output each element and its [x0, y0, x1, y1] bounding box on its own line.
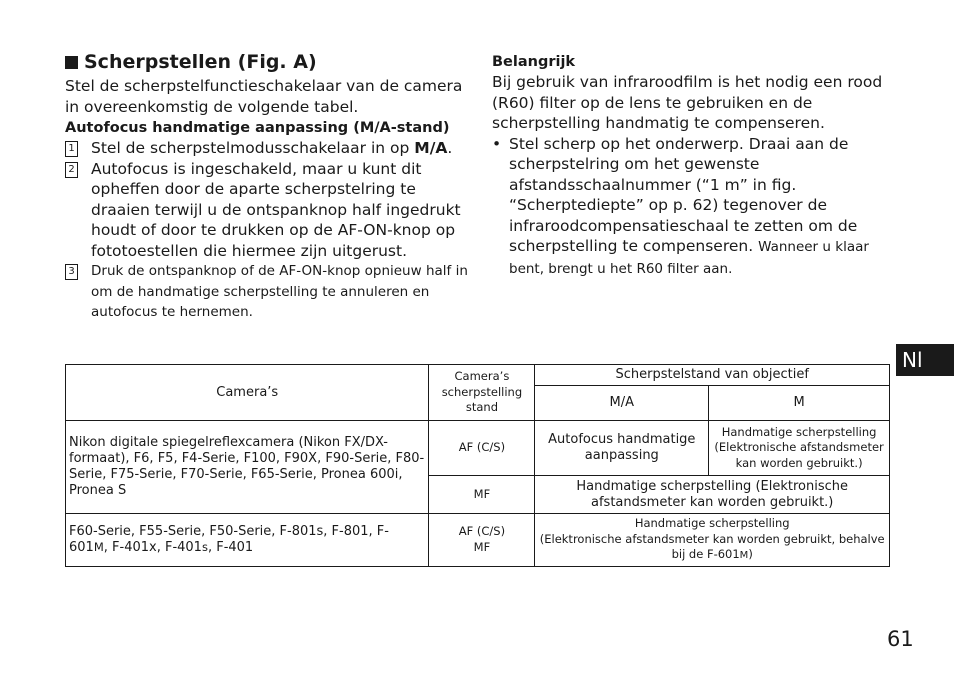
important-bullet: [492, 134, 892, 280]
table-header-row: [66, 365, 890, 386]
both-text: Handmatige scherpstelling: [634, 516, 790, 530]
bullet-dot-icon: •: [492, 134, 502, 153]
bullet-small-text: Wanneer u klaar bent, brengt u het R60 filter aan.: [509, 239, 869, 277]
step-text-part: Stel de scherpstelmodusschakelaar in op: [91, 139, 415, 157]
bullet-text: [509, 134, 892, 280]
step-text: [91, 138, 470, 159]
step-bold-value: M/A: [414, 139, 448, 157]
subheading: Autofocus handmatige aanpassing (M/A-stand): [65, 120, 450, 136]
mode-cell: MF: [429, 476, 535, 514]
step-text: Druk de ontspanknop of de AF-ON-knop opnieuw half in om de handmatige scherpstelling te annuleren en autofocus te hernemen.: [91, 263, 468, 320]
both-text: (Elektronische afstandsmeter kan worden gebruikt, behalve bij de F-601: [539, 531, 885, 561]
ma-cell: Autofocus handmatige aanpassing: [535, 421, 709, 476]
focus-mode-table: [65, 364, 890, 567]
both-text: ): [748, 547, 753, 561]
bullet-main-text: Stel scherp op het onderwerp. Draai aan de scherpstelring om het gewenste afstandsschaalnummer (“1 m” in fig. “Scherptediepte” op p. 62) tegenover de infraroodcompensatieschaal te zetten om de scherpstelling te compenseren.: [509, 134, 858, 255]
language-tab: Nl: [896, 344, 954, 376]
cameras-small: s: [201, 539, 208, 554]
mode-cell: [429, 514, 535, 567]
step-number: 2: [65, 162, 78, 178]
header-cameras: Camera’s: [66, 365, 429, 421]
important-text: Bij gebruik van infraroodfilm is het nodig een rood (R60) filter op de lens te gebruiken en de scherpstelling handmatig te compenseren.: [492, 73, 883, 132]
mode-af: AF (C/S): [458, 524, 506, 539]
cameras-text: , F-401: [207, 539, 254, 555]
both-cell: Handmatige scherpstelling (Elektronische afstandsmeter kan worden gebruikt.): [535, 476, 890, 514]
step-number: 1: [65, 141, 78, 157]
header-m: M: [709, 386, 890, 421]
cameras-text: F60-Serie, F55-Serie, F50-Serie, F-801s, F-801, F-601: [69, 523, 389, 555]
square-bullet-icon: [65, 56, 78, 69]
step-number: 3: [65, 264, 78, 280]
section-title: Scherpstellen (Fig. A): [84, 51, 317, 73]
focus-section: [65, 50, 470, 323]
mode-cell: AF (C/S): [429, 421, 535, 476]
step-3: [65, 261, 470, 323]
step-text: Autofocus is ingeschakeld, maar u kunt dit opheffen door de aparte scherpstelring te draaien terwijl u de ontspanknop half ingedrukt houdt of door te drukken op de AF-ON-knop op fototoestellen die hiermee zijn uitgerust.: [91, 159, 461, 260]
header-ma: M/A: [535, 386, 709, 421]
cameras-cell: Nikon digitale spiegelreflexcamera (Nikon FX/DX-formaat), F6, F5, F4-Serie, F100, F90X, F90-Serie, F80-Serie, F75-Serie, F70-Serie, F65-Serie, Pronea 600i, Pronea S: [66, 421, 429, 514]
both-small: M: [739, 550, 749, 561]
section-heading: [65, 50, 470, 74]
page-number: 61: [887, 627, 914, 651]
both-cell: [535, 514, 890, 567]
table-row: [66, 514, 890, 567]
step-text-part: .: [447, 139, 453, 157]
cameras-cell: [66, 514, 429, 567]
step-1: [65, 138, 470, 159]
intro-text: Stel de scherpstelfunctieschakelaar van de camera in overeenkomstig de volgende tabel.: [65, 77, 463, 116]
cameras-small: M: [93, 539, 104, 554]
step-2: [65, 159, 470, 262]
important-heading: Belangrijk: [492, 54, 576, 70]
important-note: [492, 52, 892, 279]
header-camera-focus: Camera’s scherpstelling stand: [429, 365, 535, 421]
cameras-text: , F-401x, F-401: [103, 539, 202, 555]
mode-mf: MF: [473, 539, 491, 554]
table-row: [66, 421, 890, 476]
m-cell: Handmatige scherpstelling (Elektronische afstandsmeter kan worden gebruikt.): [709, 421, 890, 476]
header-lens-focus: Scherpstelstand van objectief: [535, 365, 890, 386]
